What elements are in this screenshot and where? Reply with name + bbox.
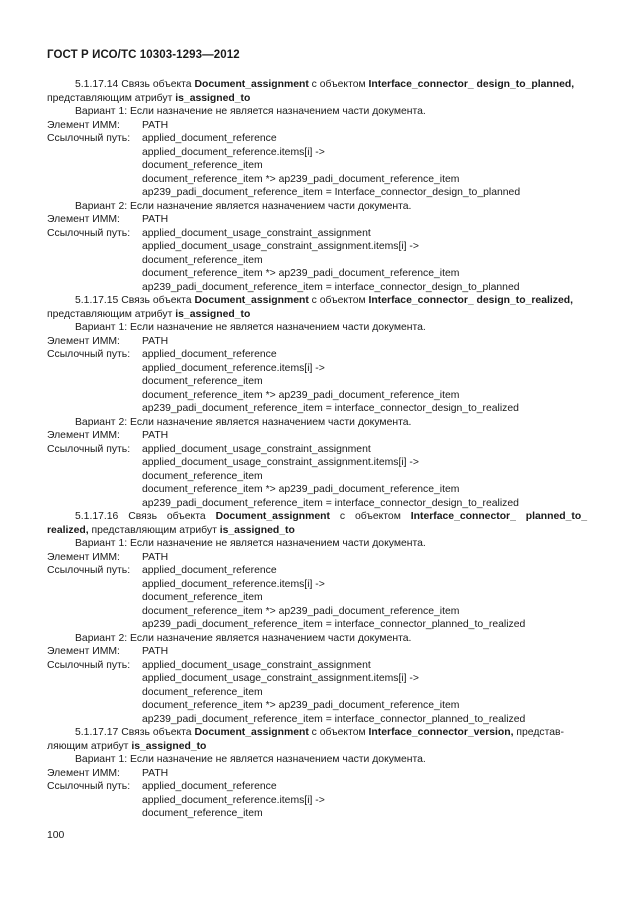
path-line: document_reference_item *> ap239_padi_document_reference_item bbox=[142, 268, 460, 279]
variant-1: Вариант 1: Если назначение не является назначением части документа. bbox=[75, 754, 426, 765]
section-5-1-17-15 bbox=[47, 294, 587, 510]
path-line: applied_document_reference.items[i] -> bbox=[142, 146, 325, 158]
path-line: document_reference_item bbox=[142, 686, 263, 698]
element-row: Элемент ИММ: PATH bbox=[47, 335, 169, 347]
section-5-1-17-14 bbox=[47, 78, 587, 294]
ref-path-row: Ссылочный путь: applied_document_reference bbox=[47, 133, 277, 144]
variant-1: Вариант 1: Если назначение не является назначением части документа. bbox=[75, 538, 426, 549]
variant-2: Вариант 2: Если назначение является назначением части документа. bbox=[75, 200, 412, 212]
section-5-1-17-17 bbox=[47, 726, 587, 821]
document-body bbox=[47, 78, 587, 821]
element-row: Элемент ИММ: PATH bbox=[47, 767, 169, 779]
path-line: applied_document_usage_constraint_assignment.items[i] -> bbox=[142, 241, 419, 252]
ref-path-row: Ссылочный путь: applied_document_usage_constraint_assignment bbox=[47, 227, 371, 239]
element-row: Элемент ИММ: PATH bbox=[47, 214, 169, 225]
section-heading: 5.1.17.17 Связь объекта Document_assignment с объектом Interface_connector_version, представ- bbox=[75, 727, 565, 738]
path-line: ap239_padi_document_reference_item = interface_connector_design_to_planned bbox=[142, 281, 520, 293]
variant-2: Вариант 2: Если назначение является назначением части документа. bbox=[75, 416, 412, 428]
variant-1: Вариант 1: Если назначение не является назначением части документа. bbox=[75, 322, 426, 333]
section-5-1-17-16 bbox=[47, 510, 587, 726]
path-line: document_reference_item bbox=[142, 160, 263, 171]
path-line: document_reference_item *> ap239_padi_document_reference_item bbox=[142, 389, 460, 401]
path-line: document_reference_item *> ap239_padi_document_reference_item bbox=[142, 605, 460, 617]
ref-path-row: Ссылочный путь: applied_document_reference bbox=[47, 781, 277, 792]
path-line: document_reference_item bbox=[142, 376, 263, 387]
ref-path-row: Ссылочный путь: applied_document_usage_constraint_assignment bbox=[47, 443, 371, 455]
path-line: applied_document_usage_constraint_assignment.items[i] -> bbox=[142, 457, 419, 468]
element-row: Элемент ИММ: PATH bbox=[47, 119, 169, 131]
path-line: applied_document_reference.items[i] -> bbox=[142, 578, 325, 590]
path-line: document_reference_item bbox=[142, 592, 263, 603]
path-line: ap239_padi_document_reference_item = Interface_connector_design_to_planned bbox=[142, 187, 521, 198]
path-line: applied_document_reference.items[i] -> bbox=[142, 362, 325, 374]
element-row: Элемент ИММ: PATH bbox=[47, 551, 169, 563]
path-line: document_reference_item *> ap239_padi_document_reference_item bbox=[142, 173, 460, 185]
element-row: Элемент ИММ: PATH bbox=[47, 430, 169, 441]
section-heading: 5.1.17.15 Связь объекта Document_assignment с объектом Interface_connector_ design_to_realized, bbox=[75, 295, 573, 306]
section-heading-cont: представляющим атрибут is_assigned_to bbox=[47, 308, 251, 320]
path-line: ap239_padi_document_reference_item = interface_connector_planned_to_realized bbox=[142, 619, 526, 630]
path-line: applied_document_reference.items[i] -> bbox=[142, 794, 325, 806]
section-heading-cont: ляющим атрибут is_assigned_to bbox=[47, 740, 207, 752]
section-heading-cont: realized, представляющим атрибут is_assigned_to bbox=[47, 524, 295, 536]
path-line: applied_document_usage_constraint_assignment.items[i] -> bbox=[142, 673, 419, 684]
variant-2: Вариант 2: Если назначение является назначением части документа. bbox=[75, 632, 412, 644]
path-line: document_reference_item bbox=[142, 254, 263, 266]
variant-1: Вариант 1: Если назначение не является назначением части документа. bbox=[75, 106, 426, 117]
section-heading-cont: представляющим атрибут is_assigned_to bbox=[47, 92, 251, 104]
path-line: ap239_padi_document_reference_item = interface_connector_planned_to_realized bbox=[142, 713, 526, 725]
path-line: ap239_padi_document_reference_item = interface_connector_design_to_realized bbox=[142, 497, 519, 509]
path-line: document_reference_item *> ap239_padi_document_reference_item bbox=[142, 700, 460, 711]
section-heading: 5.1.17.14 Связь объекта Document_assignment с объектом Interface_connector_ design_to_planned, bbox=[75, 79, 575, 90]
page-number: 100 bbox=[47, 830, 65, 841]
ref-path-row: Ссылочный путь: applied_document_reference bbox=[47, 349, 277, 360]
path-line: document_reference_item *> ap239_padi_document_reference_item bbox=[142, 484, 460, 495]
path-line: ap239_padi_document_reference_item = interface_connector_design_to_realized bbox=[142, 403, 519, 414]
ref-path-row: Ссылочный путь: applied_document_reference bbox=[47, 565, 277, 576]
element-row: Элемент ИММ: PATH bbox=[47, 646, 169, 657]
document-header: ГОСТ Р ИСО/ТС 10303-1293—2012 bbox=[47, 49, 240, 61]
path-line: document_reference_item bbox=[142, 470, 263, 482]
section-heading: 5.1.17.16 Связь объекта Document_assignment с объектом Interface_connector_ planned_to_ bbox=[75, 511, 587, 522]
path-line: document_reference_item bbox=[142, 808, 263, 819]
ref-path-row: Ссылочный путь: applied_document_usage_constraint_assignment bbox=[47, 659, 371, 671]
